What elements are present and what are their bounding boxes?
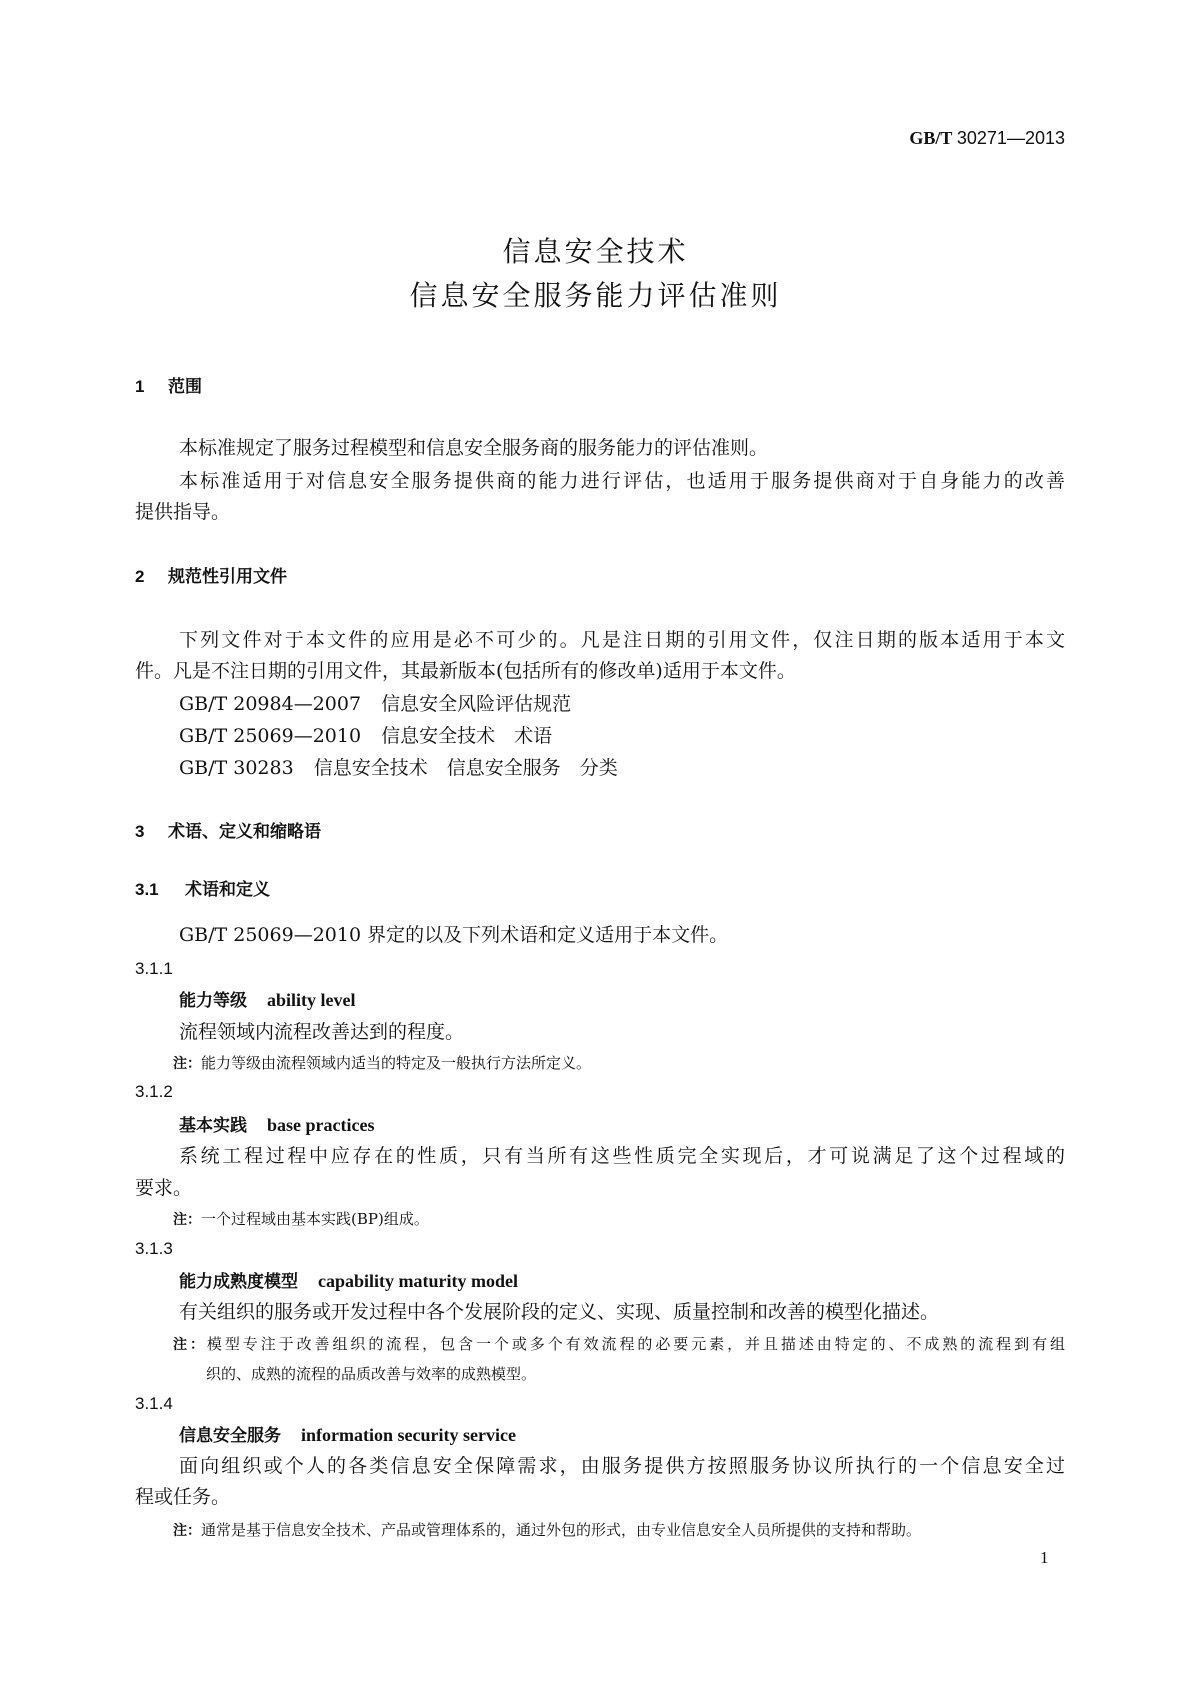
term-definition-cont: 要求。: [135, 1177, 193, 1199]
term-title: 能力等级 ability level: [179, 990, 356, 1011]
term-note: 注：能力等级由流程领域内适当的特定及一般执行方法所定义。: [173, 1054, 592, 1072]
section-1-heading: 1 范围: [135, 377, 202, 397]
section-3-heading: 3 术语、定义和缩略语: [135, 822, 321, 842]
term-definition: 系统工程过程中应存在的性质，只有当所有这些性质完全实现后，才可说满足了这个过程域的: [179, 1145, 1065, 1167]
term-note: 注：一个过程域由基本实践(BP)组成。: [173, 1210, 429, 1228]
term-title: 基本实践 base practices: [179, 1115, 375, 1136]
term-note: 注：模型专注于改善组织的流程，包含一个或多个有效流程的必要元素，并且描述由特定的、不成熟的流程到有组: [173, 1335, 1066, 1353]
term-note-cont: 织的、成熟的流程的品质改善与效率的成熟模型。: [206, 1365, 537, 1383]
term-title: 能力成熟度模型 capability maturity model: [179, 1271, 518, 1292]
section-2-heading: 2 规范性引用文件: [135, 567, 287, 587]
term-number: 3.1.3: [135, 1239, 173, 1258]
paragraph: GB/T 25069—2010 界定的以及下列术语和定义适用于本文件。: [179, 924, 729, 946]
paragraph-cont: 提供指导。: [135, 501, 231, 523]
term-number: 3.1.4: [135, 1394, 173, 1413]
reference-item: GB/T 20984—2007 信息安全风险评估规范: [179, 693, 572, 715]
paragraph: 本标准规定了服务过程模型和信息安全服务商的服务能力的评估准则。: [179, 437, 769, 459]
reference-item: GB/T 30283 信息安全技术 信息安全服务 分类: [179, 757, 618, 779]
paragraph: 下列文件对于本文件的应用是必不可少的。凡是注日期的引用文件，仅注日期的版本适用于本文: [179, 629, 1065, 651]
term-title: 信息安全服务 information security service: [179, 1425, 516, 1446]
term-number: 3.1.2: [135, 1082, 173, 1101]
term-definition-cont: 程或任务。: [135, 1486, 231, 1508]
section-3-1-heading: 3.1 术语和定义: [135, 880, 270, 900]
standard-number: GB/T 30271—2013: [909, 128, 1065, 148]
paragraph-cont: 件。凡是不注日期的引用文件，其最新版本(包括所有的修改单)适用于本文件。: [135, 660, 796, 682]
reference-item: GB/T 25069—2010 信息安全技术 术语: [179, 725, 553, 747]
paragraph: 本标准适用于对信息安全服务提供商的能力进行评估，也适用于服务提供商对于自身能力的改善: [179, 470, 1065, 492]
title-line-1: 信息安全技术: [502, 235, 689, 268]
term-definition: 流程领域内流程改善达到的程度。: [179, 1021, 465, 1043]
term-number: 3.1.1: [135, 959, 173, 978]
title-line-2: 信息安全服务能力评估准则: [409, 279, 782, 312]
term-definition: 有关组织的服务或开发过程中各个发展阶段的定义、实现、质量控制和改善的模型化描述。: [179, 1301, 940, 1323]
term-definition: 面向组织或个人的各类信息安全保障需求，由服务提供方按照服务协议所执行的一个信息安全过: [179, 1455, 1065, 1477]
page-number: 1: [1040, 1548, 1049, 1567]
term-note: 注：通常是基于信息安全技术、产品或管理体系的，通过外包的形式，由专业信息安全人员所提供的支持和帮助。: [173, 1521, 922, 1539]
